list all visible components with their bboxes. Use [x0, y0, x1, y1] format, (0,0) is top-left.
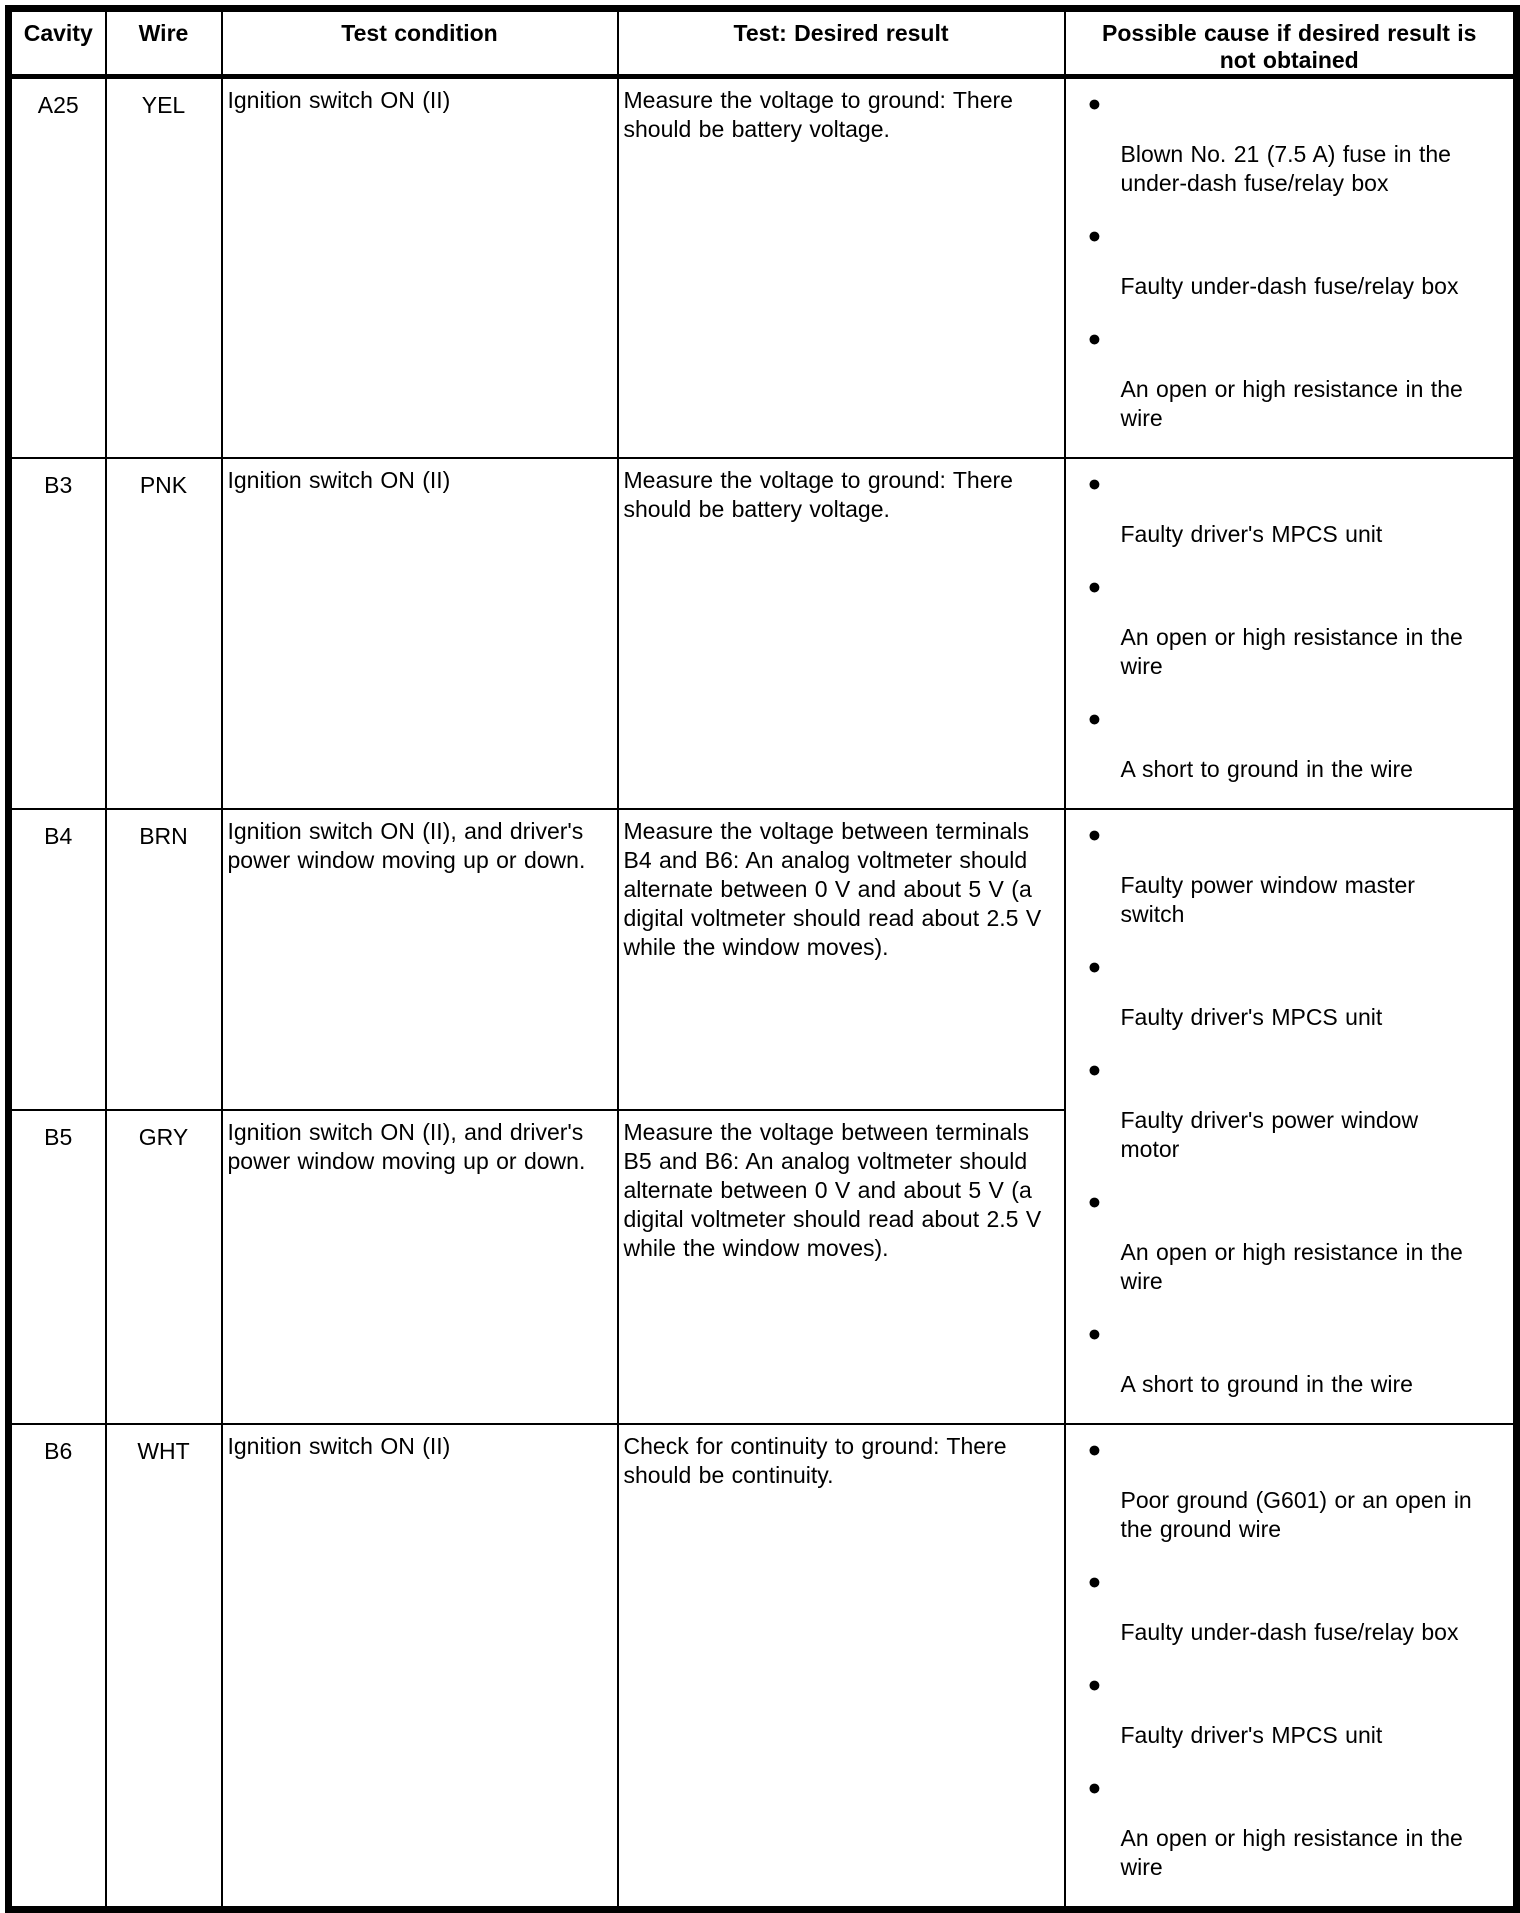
wire-cell: WHT: [106, 1424, 222, 1910]
cause-item: [1088, 821, 1508, 929]
bullet-icon: ●: [1087, 470, 1102, 496]
desired-result-cell: Measure the voltage between terminals B4 and B6: An analog voltmeter should alternate between 0 V and about 5 V (a digital voltmeter should read about 2.5 V while the window moves).: [618, 809, 1065, 1110]
possible-cause-cell-merged: [1065, 809, 1517, 1424]
header-row: [9, 9, 1517, 77]
cause-text: Faulty under-dash fuse/relay box: [1120, 273, 1459, 299]
cause-text: Faulty driver's MPCS unit: [1120, 521, 1383, 547]
table-row-b6: [9, 1424, 1517, 1910]
possible-cause-cell: [1065, 77, 1517, 459]
cavity-cell: A25: [9, 77, 106, 459]
wire-cell: GRY: [106, 1110, 222, 1424]
possible-cause-cell: [1065, 458, 1517, 809]
cause-item: [1088, 222, 1508, 301]
cause-text: A short to ground in the wire: [1120, 756, 1413, 782]
header-possible-cause: Possible cause if desired result is not obtained: [1065, 9, 1517, 77]
cause-item: [1088, 1671, 1508, 1750]
cavity-cell: B6: [9, 1424, 106, 1910]
cause-text: An open or high resistance in the wire: [1120, 376, 1463, 431]
cause-text: Poor ground (G601) or an open in the ground wire: [1120, 1487, 1472, 1542]
test-condition-cell: Ignition switch ON (II), and driver's power window moving up or down.: [222, 1110, 618, 1424]
cause-item: [1088, 1568, 1508, 1647]
bullet-icon: ●: [1087, 953, 1102, 979]
desired-result-cell: Measure the voltage between terminals B5 and B6: An analog voltmeter should alternate between 0 V and about 5 V (a digital voltmeter should read about 2.5 V while the window moves).: [618, 1110, 1065, 1424]
bullet-icon: ●: [1087, 1671, 1102, 1697]
cavity-cell: B3: [9, 458, 106, 809]
cause-text: A short to ground in the wire: [1120, 1371, 1413, 1397]
wire-cell: YEL: [106, 77, 222, 459]
desired-result-cell: Measure the voltage to ground: There should be battery voltage.: [618, 458, 1065, 809]
desired-result-cell: Measure the voltage to ground: There should be battery voltage.: [618, 77, 1065, 459]
cavity-cell: B5: [9, 1110, 106, 1424]
cause-text: Faulty power window master switch: [1120, 872, 1415, 927]
test-condition-cell: Ignition switch ON (II): [222, 77, 618, 459]
header-cavity: Cavity: [9, 9, 106, 77]
test-condition-cell: Ignition switch ON (II), and driver's power window moving up or down.: [222, 809, 618, 1110]
cause-text: An open or high resistance in the wire: [1120, 624, 1463, 679]
cause-item: [1088, 705, 1508, 784]
test-condition-cell: Ignition switch ON (II): [222, 458, 618, 809]
header-desired-result: Test: Desired result: [618, 9, 1065, 77]
cause-text: Faulty driver's MPCS unit: [1120, 1722, 1383, 1748]
cause-item: [1088, 1056, 1508, 1164]
table-row-b3: [9, 458, 1517, 809]
bullet-icon: ●: [1087, 1774, 1102, 1800]
bullet-icon: ●: [1087, 1188, 1102, 1214]
bullet-icon: ●: [1087, 705, 1102, 731]
cause-item: [1088, 1774, 1508, 1882]
header-test-condition: Test condition: [222, 9, 618, 77]
bullet-icon: ●: [1087, 1436, 1102, 1462]
cavity-cell: B4: [9, 809, 106, 1110]
cause-item: [1088, 325, 1508, 433]
cause-text: An open or high resistance in the wire: [1120, 1239, 1463, 1294]
cause-item: [1088, 1436, 1508, 1544]
test-condition-cell: Ignition switch ON (II): [222, 1424, 618, 1910]
cause-text: Faulty under-dash fuse/relay box: [1120, 1619, 1459, 1645]
table-row-b4: [9, 809, 1517, 1110]
possible-cause-cell: [1065, 1424, 1517, 1910]
desired-result-cell: Check for continuity to ground: There should be continuity.: [618, 1424, 1065, 1910]
header-wire: Wire: [106, 9, 222, 77]
cause-item: [1088, 470, 1508, 549]
bullet-icon: ●: [1087, 325, 1102, 351]
cause-text: Blown No. 21 (7.5 A) fuse in the under-dash fuse/relay box: [1120, 141, 1451, 196]
cause-text: Faulty driver's power window motor: [1120, 1107, 1419, 1162]
cause-item: [1088, 573, 1508, 681]
bullet-icon: ●: [1087, 573, 1102, 599]
table-row-a25: [9, 77, 1517, 459]
cause-text: An open or high resistance in the wire: [1120, 1825, 1463, 1880]
cause-item: [1088, 1320, 1508, 1399]
cause-item: [1088, 1188, 1508, 1296]
wiring-test-table: [5, 5, 1520, 1913]
cause-item: [1088, 90, 1508, 198]
cause-text: Faulty driver's MPCS unit: [1120, 1004, 1383, 1030]
bullet-icon: ●: [1087, 1568, 1102, 1594]
bullet-icon: ●: [1087, 90, 1102, 116]
bullet-icon: ●: [1087, 1320, 1102, 1346]
bullet-icon: ●: [1087, 821, 1102, 847]
bullet-icon: ●: [1087, 1056, 1102, 1082]
bullet-icon: ●: [1087, 222, 1102, 248]
wire-cell: BRN: [106, 809, 222, 1110]
wire-cell: PNK: [106, 458, 222, 809]
cause-item: [1088, 953, 1508, 1032]
